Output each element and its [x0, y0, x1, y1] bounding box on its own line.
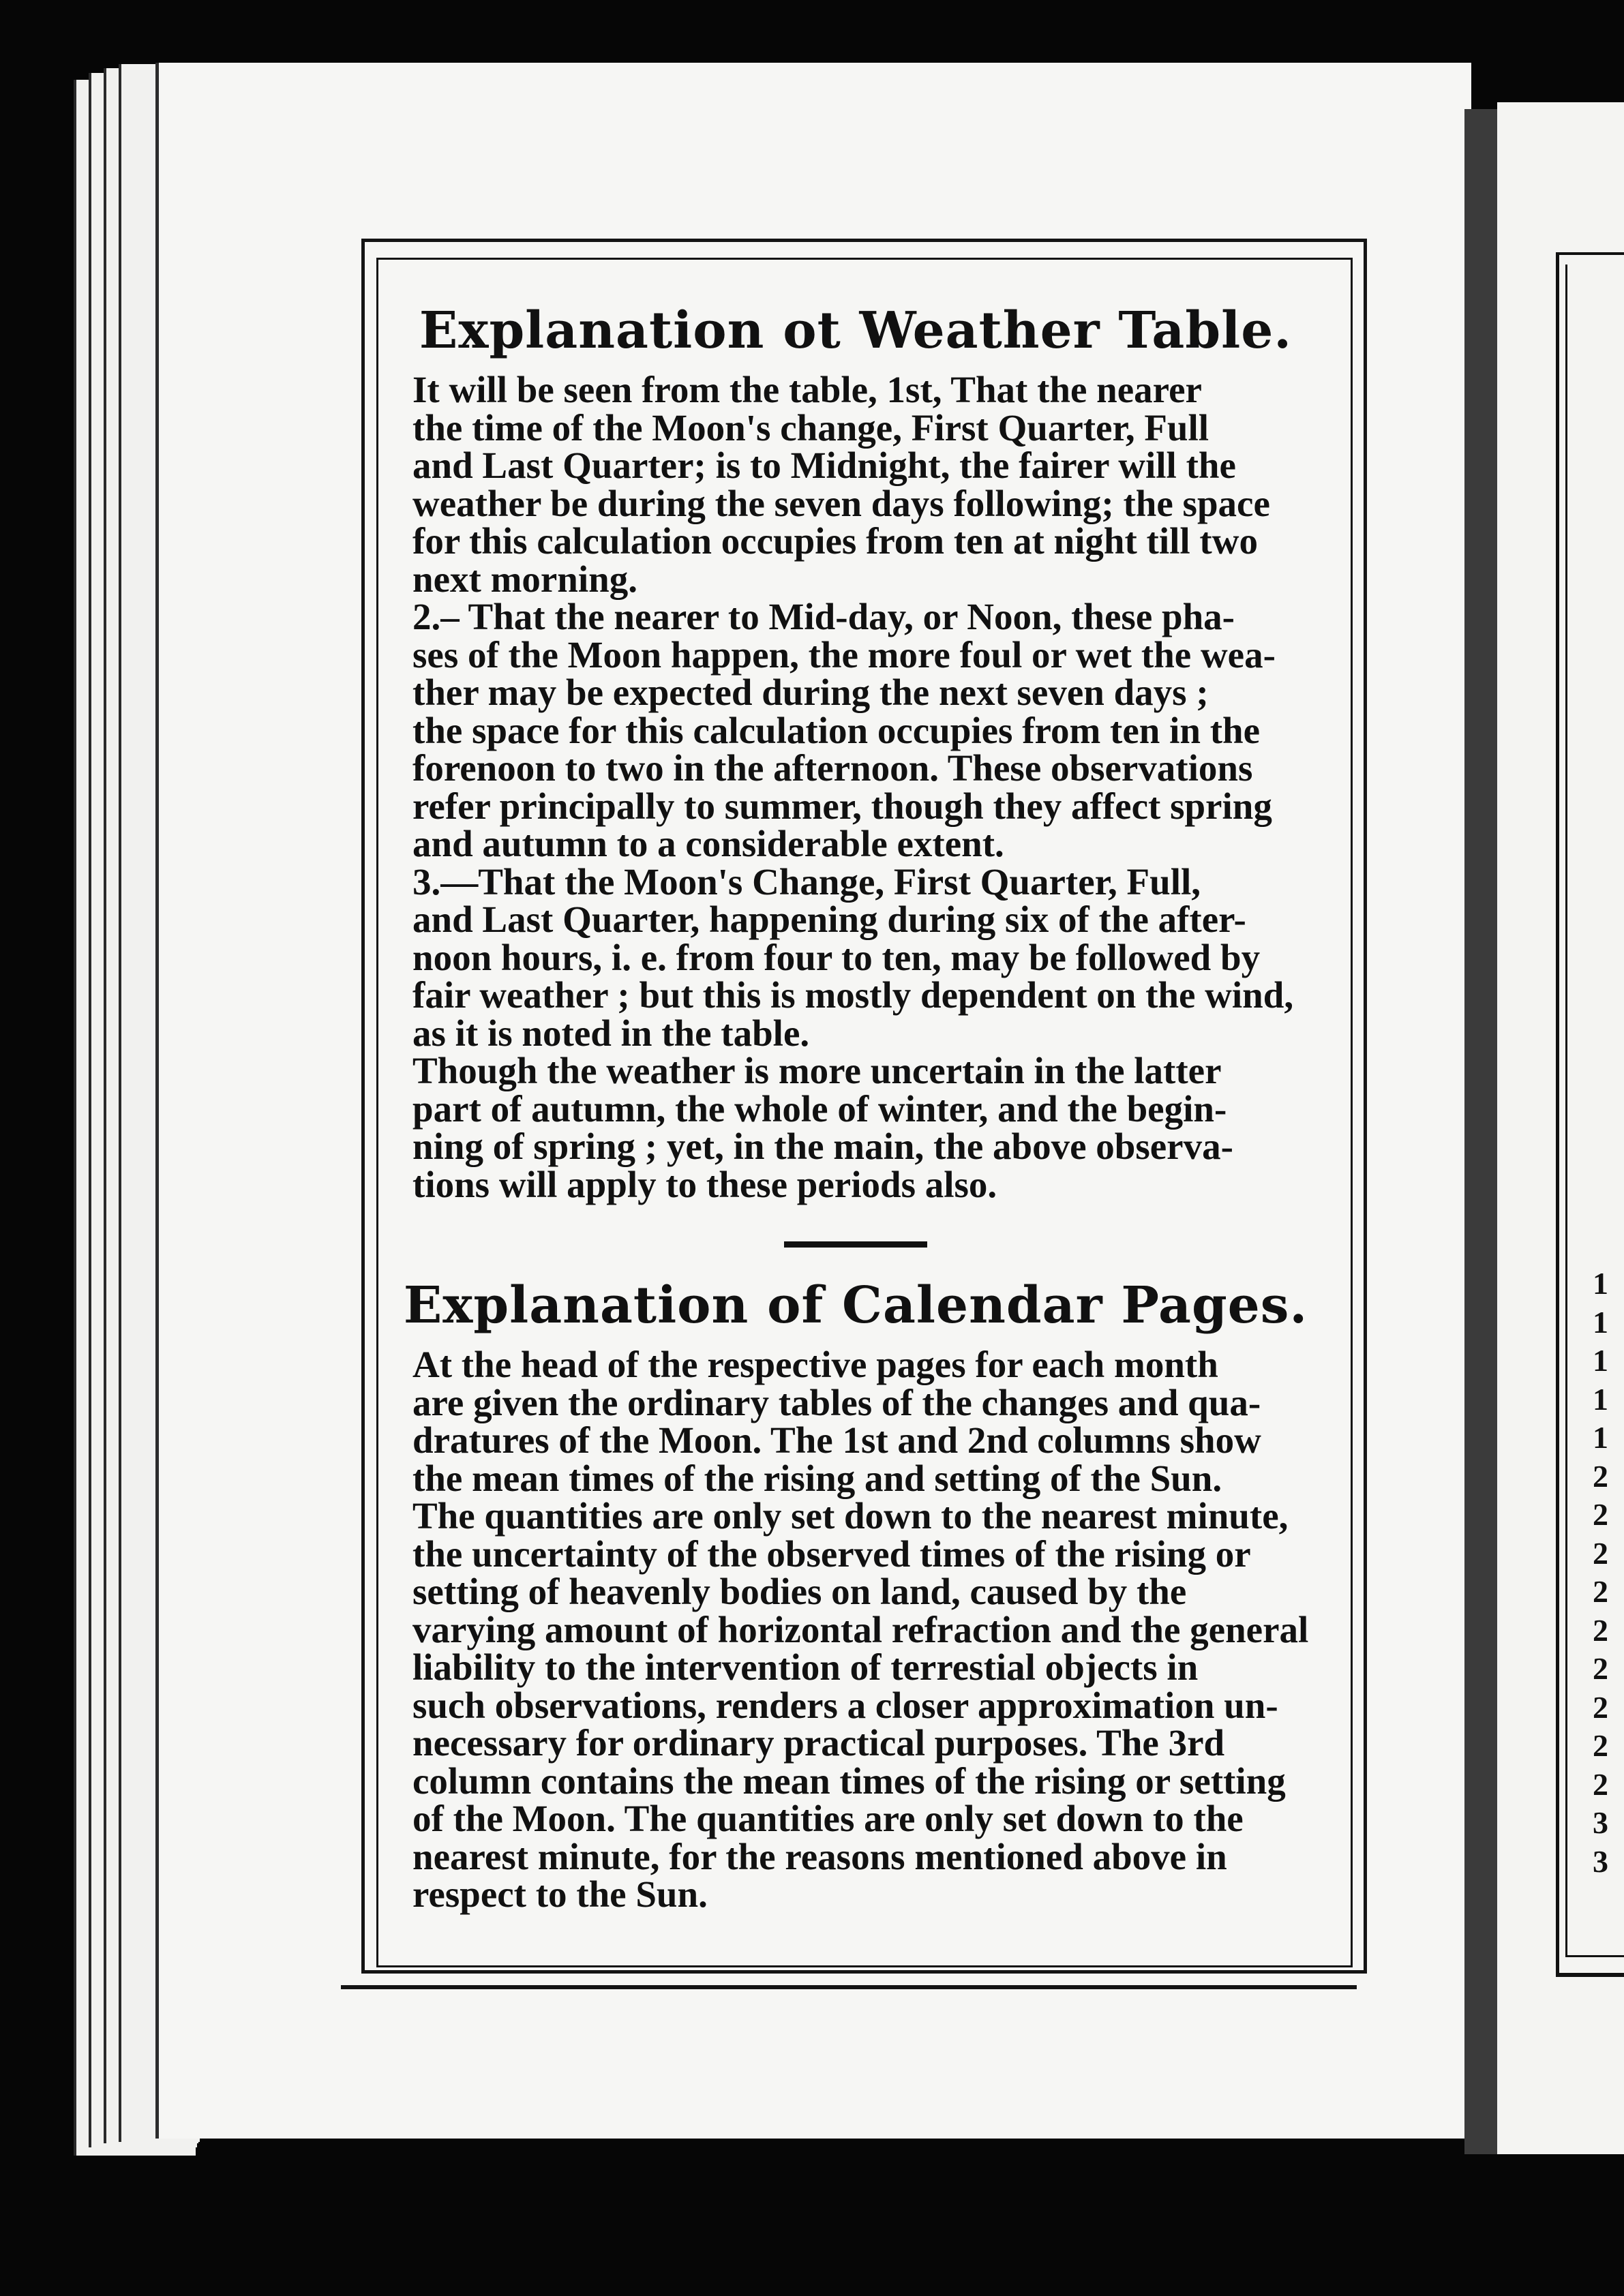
facing-page-number: 2: [1593, 1535, 1608, 1571]
text-line: for this calculation occupies from ten at night till two: [412, 520, 1258, 562]
text-line: dratures of the Moon. The 1st and 2nd columns show: [412, 1419, 1261, 1461]
text-line: Though the weather is more uncertain in the latter: [412, 1050, 1222, 1091]
text-line: ning of spring ; yet, in the main, the above observa-: [412, 1126, 1233, 1167]
weather-paragraph-4: [378, 1052, 1333, 1203]
facing-page-number: 1: [1593, 1304, 1608, 1340]
text-line: the uncertainty of the observed times of the rising or: [412, 1532, 1251, 1575]
text-line: 3.—That the Moon's Change, First Quarter, Full,: [412, 860, 1201, 903]
weather-paragraph-2: [378, 598, 1333, 863]
text-line: as it is noted in the table.: [412, 1012, 810, 1054]
facing-page-number: 1: [1593, 1343, 1608, 1378]
facing-page-number: 3: [1593, 1805, 1608, 1840]
text-frame-bottom-rule: [341, 1985, 1357, 1989]
text-line: and autumn to a considerable extent.: [412, 823, 1004, 864]
text-line: fair weather ; but this is mostly dependent on the wind,: [412, 974, 1294, 1016]
text-line: necessary for ordinary practical purposes. The 3rd: [412, 1722, 1225, 1764]
text-line: forenoon to two in the afternoon. These observations: [412, 747, 1253, 789]
text-line: The quantities are only set down to the nearest minute,: [412, 1495, 1289, 1537]
text-line: respect to the Sun.: [412, 1873, 708, 1915]
text-line: tions will apply to these periods also.: [412, 1163, 997, 1205]
section-divider-rule: [784, 1241, 927, 1248]
weather-paragraph-1: [378, 371, 1333, 598]
text-line: weather be during the seven days following; the space: [412, 482, 1270, 524]
text-line: At the head of the respective pages for each month: [412, 1344, 1218, 1385]
facing-page-number: 2: [1593, 1458, 1608, 1494]
text-line: the mean times of the rising and setting of the Sun.: [412, 1457, 1222, 1499]
weather-table-heading: Explanation ot Weather Table.: [419, 301, 1293, 360]
calendar-paragraph: [378, 1346, 1333, 1914]
facing-page-number: 2: [1593, 1574, 1608, 1609]
weather-paragraph-3: [378, 860, 1333, 1054]
book-gutter: [1464, 109, 1500, 2154]
facing-page-number: 2: [1593, 1497, 1608, 1532]
facing-page-number: 2: [1593, 1651, 1608, 1686]
facing-page-number: 2: [1593, 1689, 1608, 1725]
text-block: [378, 300, 1333, 1914]
calendar-pages-heading: Explanation of Calendar Pages.: [403, 1276, 1308, 1335]
text-line: setting of heavenly bodies on land, caused by the: [412, 1571, 1187, 1612]
text-line: It will be seen from the table, 1st, That the nearer: [412, 369, 1202, 410]
facing-page-number: 1: [1593, 1420, 1608, 1455]
facing-page-number: 3: [1593, 1843, 1608, 1879]
facing-page-number: 2: [1593, 1766, 1608, 1802]
text-line: nearest minute, for the reasons mentioned above in: [412, 1835, 1227, 1877]
text-line: varying amount of horizontal refraction and the general: [412, 1608, 1309, 1650]
facing-page-number: 1: [1593, 1381, 1608, 1417]
text-line: the space for this calculation occupies from ten in the: [412, 709, 1261, 751]
facing-page-number: 1: [1593, 1266, 1608, 1301]
text-line: liability to the intervention of terrestial objects in: [412, 1646, 1199, 1688]
text-line: 2.– That the nearer to Mid-day, or Noon, these pha-: [412, 596, 1235, 637]
facing-page-day-numbers: [1593, 1265, 1624, 1881]
text-line: are given the ordinary tables of the changes and qua-: [412, 1381, 1261, 1423]
text-line: ther may be expected during the next seven days ;: [412, 671, 1209, 713]
text-line: the time of the Moon's change, First Quarter, Full: [412, 406, 1209, 449]
text-line: and Last Quarter, happening during six of the after-: [412, 898, 1246, 940]
text-line: of the Moon. The quantities are only set down to the: [412, 1798, 1244, 1839]
text-line: such observations, renders a closer approximation un-: [412, 1684, 1278, 1726]
text-line: noon hours, i. e. from four to ten, may be followed by: [412, 936, 1261, 978]
text-line: column contains the mean times of the rising or setting: [412, 1759, 1286, 1802]
text-line: next morning.: [412, 558, 637, 600]
facing-page-number: 2: [1593, 1612, 1608, 1648]
text-line: and Last Quarter; is to Midnight, the fairer will the: [412, 444, 1236, 486]
text-line: part of autumn, the whole of winter, and the begin-: [412, 1087, 1227, 1130]
facing-page-number: 2: [1593, 1728, 1608, 1763]
text-line: refer principally to summer, though they affect spring: [412, 785, 1272, 827]
text-line: ses of the Moon happen, the more foul or wet the wea-: [412, 633, 1276, 676]
